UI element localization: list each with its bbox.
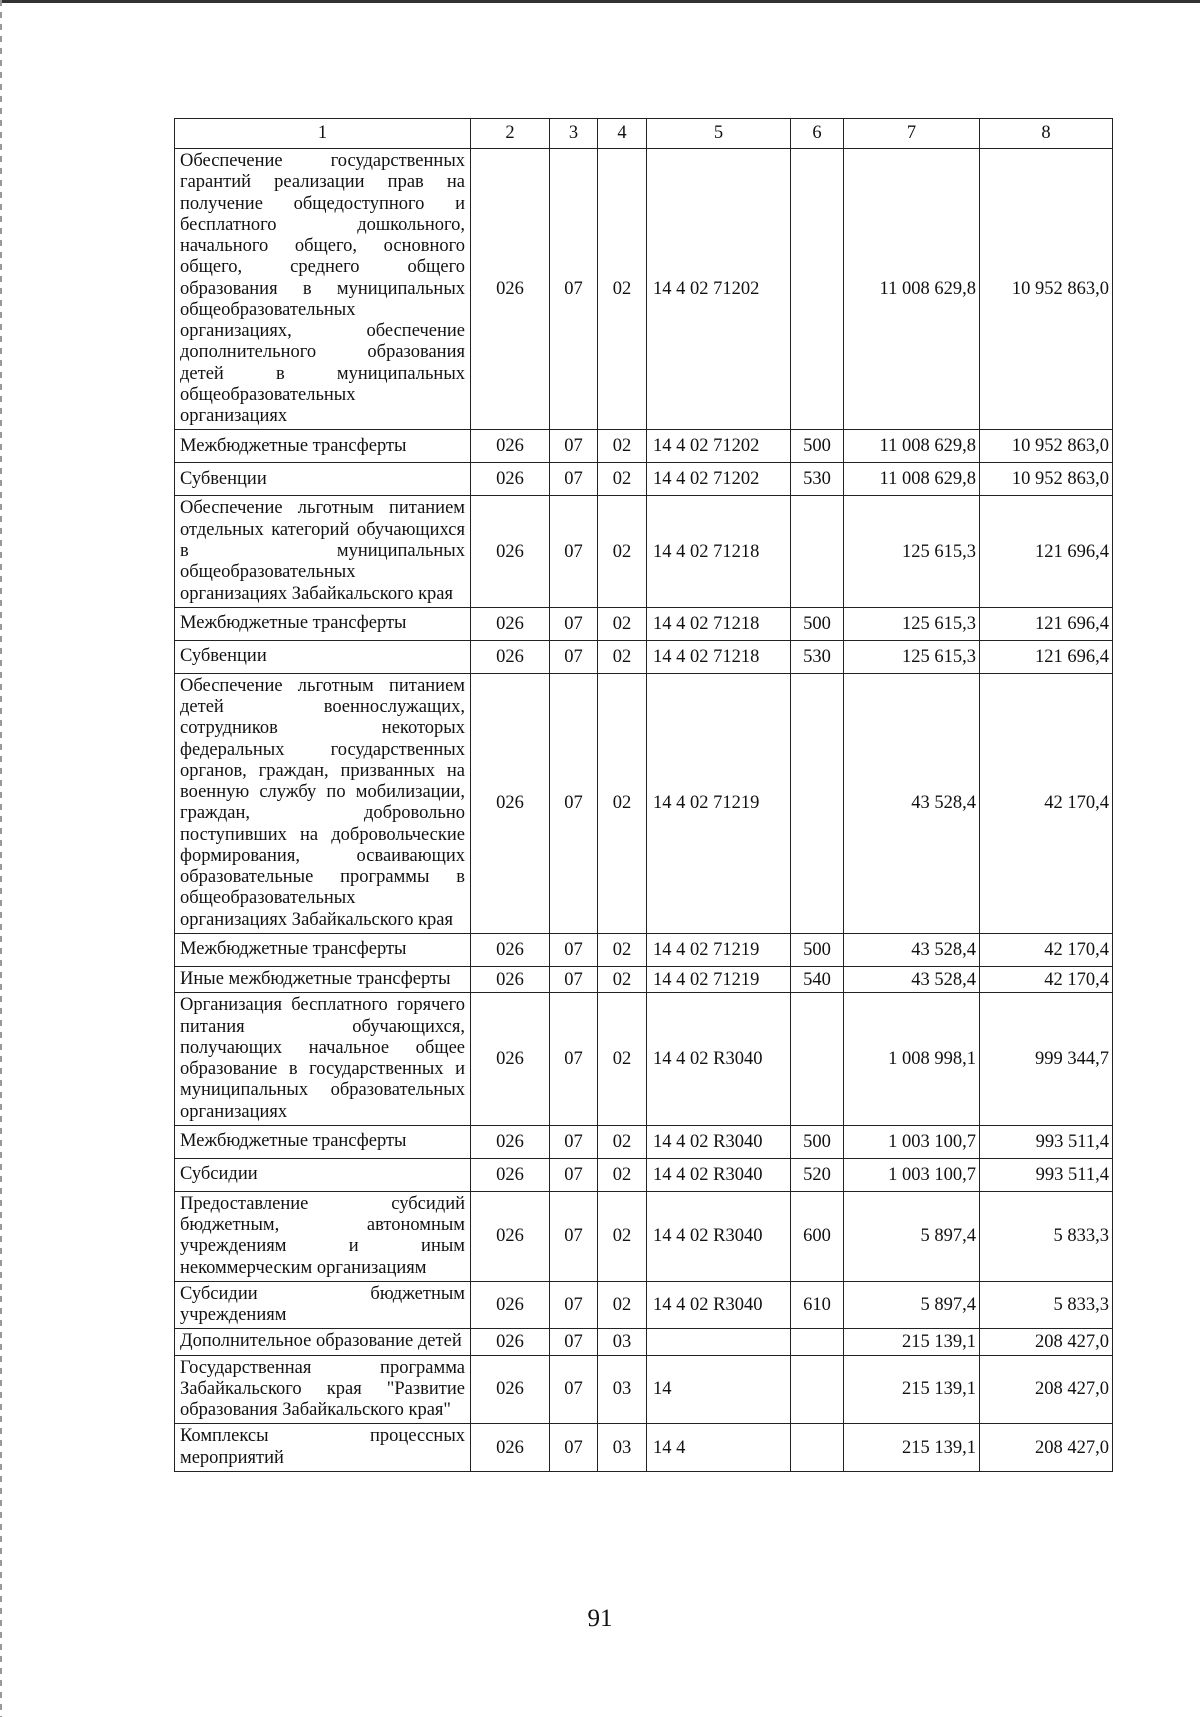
row-name: Межбюджетные трансферты	[175, 607, 471, 640]
target-article-code	[647, 1329, 791, 1355]
grbs-code: 026	[471, 1191, 550, 1281]
amount-year-2: 993 511,4	[980, 1125, 1113, 1158]
amount-year-2: 10 952 863,0	[980, 463, 1113, 496]
subsection-code: 03	[598, 1329, 647, 1355]
subsection-code: 02	[598, 640, 647, 673]
table-row	[175, 607, 1113, 640]
target-article-code: 14 4 02 71219	[647, 933, 791, 966]
section-code: 07	[550, 496, 598, 607]
amount-year-1: 43 528,4	[844, 933, 980, 966]
amount-year-1: 11 008 629,8	[844, 430, 980, 463]
row-name: Дополнительное образование детей	[175, 1329, 471, 1355]
grbs-code: 026	[471, 1158, 550, 1191]
amount-year-2: 10 952 863,0	[980, 149, 1113, 430]
target-article-code: 14 4 02 R3040	[647, 993, 791, 1126]
target-article-code: 14 4 02 71202	[647, 149, 791, 430]
expense-type-code	[791, 1355, 844, 1424]
table-header-row	[175, 119, 1113, 149]
scan-top-edge	[0, 0, 1200, 3]
amount-year-2: 42 170,4	[980, 966, 1113, 992]
target-article-code: 14 4 02 71218	[647, 640, 791, 673]
amount-year-2: 42 170,4	[980, 933, 1113, 966]
subsection-code: 03	[598, 1424, 647, 1472]
table-row	[175, 1424, 1113, 1472]
subsection-code: 03	[598, 1355, 647, 1424]
expense-type-code	[791, 993, 844, 1126]
row-name: Межбюджетные трансферты	[175, 430, 471, 463]
amount-year-1: 11 008 629,8	[844, 463, 980, 496]
subsection-code: 02	[598, 463, 647, 496]
amount-year-1: 215 139,1	[844, 1424, 980, 1472]
row-name: Комплексы процессных мероприятий	[175, 1424, 471, 1472]
header-cell: 5	[647, 119, 791, 149]
amount-year-2: 208 427,0	[980, 1329, 1113, 1355]
expense-type-code: 530	[791, 463, 844, 496]
header-cell: 8	[980, 119, 1113, 149]
grbs-code: 026	[471, 640, 550, 673]
amount-year-1: 43 528,4	[844, 673, 980, 933]
amount-year-1: 5 897,4	[844, 1281, 980, 1329]
grbs-code: 026	[471, 1281, 550, 1329]
expense-type-code: 500	[791, 1125, 844, 1158]
row-name: Государственная программа Забайкальского края "Развитие образования Забайкальского края"	[175, 1355, 471, 1424]
table-row	[175, 993, 1113, 1126]
expense-type-code	[791, 1424, 844, 1472]
subsection-code: 02	[598, 149, 647, 430]
subsection-code: 02	[598, 607, 647, 640]
subsection-code: 02	[598, 673, 647, 933]
row-name: Обеспечение льготным питанием детей военнослужащих, сотрудников некоторых федеральных государственных органов, граждан, призванных на военную службу по мобилизации, граждан, добровольно поступивших на добровольческие формирования, осваивающих образовательные программы в общеобразовательных организациях Забайкальского края	[175, 673, 471, 933]
section-code: 07	[550, 993, 598, 1126]
grbs-code: 026	[471, 149, 550, 430]
table-row	[175, 640, 1113, 673]
subsection-code: 02	[598, 1158, 647, 1191]
section-code: 07	[550, 640, 598, 673]
page-number: 91	[587, 1605, 613, 1632]
table-row	[175, 496, 1113, 607]
section-code: 07	[550, 607, 598, 640]
amount-year-1: 5 897,4	[844, 1191, 980, 1281]
grbs-code: 026	[471, 993, 550, 1126]
table-row	[175, 430, 1113, 463]
amount-year-2: 121 696,4	[980, 496, 1113, 607]
expense-type-code: 500	[791, 933, 844, 966]
grbs-code: 026	[471, 430, 550, 463]
table-row	[175, 1329, 1113, 1355]
header-cell: 3	[550, 119, 598, 149]
table-row	[175, 1158, 1113, 1191]
table-row	[175, 1355, 1113, 1424]
section-code: 07	[550, 149, 598, 430]
subsection-code: 02	[598, 430, 647, 463]
subsection-code: 02	[598, 933, 647, 966]
amount-year-2: 5 833,3	[980, 1281, 1113, 1329]
expense-type-code: 520	[791, 1158, 844, 1191]
header-cell: 6	[791, 119, 844, 149]
row-name: Субсидии бюджетным учреждениям	[175, 1281, 471, 1329]
table-row	[175, 933, 1113, 966]
section-code: 07	[550, 1191, 598, 1281]
table-row	[175, 966, 1113, 992]
expense-type-code	[791, 149, 844, 430]
row-name: Межбюджетные трансферты	[175, 1125, 471, 1158]
expense-type-code	[791, 673, 844, 933]
grbs-code: 026	[471, 607, 550, 640]
expense-type-code: 600	[791, 1191, 844, 1281]
amount-year-1: 1 008 998,1	[844, 993, 980, 1126]
section-code: 07	[550, 673, 598, 933]
target-article-code: 14 4 02 R3040	[647, 1158, 791, 1191]
row-name: Обеспечение льготным питанием отдельных категорий обучающихся в муниципальных общеобразовательных организациях Забайкальского края	[175, 496, 471, 607]
subsection-code: 02	[598, 496, 647, 607]
row-name: Иные межбюджетные трансферты	[175, 966, 471, 992]
section-code: 07	[550, 1158, 598, 1191]
row-name: Субсидии	[175, 1158, 471, 1191]
grbs-code: 026	[471, 966, 550, 992]
amount-year-1: 125 615,3	[844, 607, 980, 640]
row-name: Обеспечение государственных гарантий реализации прав на получение общедоступного и бесплатного дошкольного, начального общего, основного общего, среднего общего образования в муниципальных общеобразовательных организациях, обеспечение дополнительного образования детей в муниципальных общеобразовательных организациях	[175, 149, 471, 430]
row-name: Предоставление субсидий бюджетным, автономным учреждениям и иным некоммерческим организациям	[175, 1191, 471, 1281]
amount-year-1: 215 139,1	[844, 1329, 980, 1355]
amount-year-1: 125 615,3	[844, 640, 980, 673]
target-article-code: 14 4 02 71219	[647, 673, 791, 933]
section-code: 07	[550, 430, 598, 463]
grbs-code: 026	[471, 463, 550, 496]
scan-left-edge	[0, 0, 2, 1717]
expense-type-code	[791, 496, 844, 607]
row-name: Субвенции	[175, 640, 471, 673]
target-article-code: 14 4 02 71218	[647, 607, 791, 640]
amount-year-2: 10 952 863,0	[980, 430, 1113, 463]
section-code: 07	[550, 1329, 598, 1355]
expense-type-code: 500	[791, 607, 844, 640]
amount-year-2: 121 696,4	[980, 607, 1113, 640]
section-code: 07	[550, 933, 598, 966]
amount-year-1: 215 139,1	[844, 1355, 980, 1424]
row-name: Межбюджетные трансферты	[175, 933, 471, 966]
amount-year-2: 208 427,0	[980, 1424, 1113, 1472]
target-article-code: 14 4 02 R3040	[647, 1281, 791, 1329]
target-article-code: 14 4 02 71202	[647, 430, 791, 463]
table-row	[175, 1125, 1113, 1158]
expense-type-code: 540	[791, 966, 844, 992]
expense-type-code: 610	[791, 1281, 844, 1329]
grbs-code: 026	[471, 1424, 550, 1472]
header-cell: 4	[598, 119, 647, 149]
section-code: 07	[550, 966, 598, 992]
grbs-code: 026	[471, 933, 550, 966]
expense-type-code	[791, 1329, 844, 1355]
target-article-code: 14 4 02 71218	[647, 496, 791, 607]
row-name: Организация бесплатного горячего питания обучающихся, получающих начальное общее образование в государственных и муниципальных образовательных организациях	[175, 993, 471, 1126]
header-cell: 7	[844, 119, 980, 149]
table-row	[175, 673, 1113, 933]
section-code: 07	[550, 1281, 598, 1329]
subsection-code: 02	[598, 993, 647, 1126]
amount-year-1: 1 003 100,7	[844, 1158, 980, 1191]
section-code: 07	[550, 1355, 598, 1424]
target-article-code: 14 4	[647, 1424, 791, 1472]
budget-table	[174, 118, 1113, 1472]
amount-year-2: 999 344,7	[980, 993, 1113, 1126]
table-row	[175, 1191, 1113, 1281]
subsection-code: 02	[598, 966, 647, 992]
target-article-code: 14 4 02 71202	[647, 463, 791, 496]
amount-year-1: 11 008 629,8	[844, 149, 980, 430]
subsection-code: 02	[598, 1125, 647, 1158]
table-row	[175, 1281, 1113, 1329]
expense-type-code: 530	[791, 640, 844, 673]
grbs-code: 026	[471, 1329, 550, 1355]
amount-year-2: 121 696,4	[980, 640, 1113, 673]
target-article-code: 14 4 02 R3040	[647, 1125, 791, 1158]
grbs-code: 026	[471, 1125, 550, 1158]
grbs-code: 026	[471, 1355, 550, 1424]
amount-year-1: 125 615,3	[844, 496, 980, 607]
target-article-code: 14 4 02 71219	[647, 966, 791, 992]
amount-year-1: 43 528,4	[844, 966, 980, 992]
subsection-code: 02	[598, 1191, 647, 1281]
header-cell: 1	[175, 119, 471, 149]
amount-year-1: 1 003 100,7	[844, 1125, 980, 1158]
header-cell: 2	[471, 119, 550, 149]
grbs-code: 026	[471, 673, 550, 933]
subsection-code: 02	[598, 1281, 647, 1329]
expense-type-code: 500	[791, 430, 844, 463]
row-name: Субвенции	[175, 463, 471, 496]
target-article-code: 14	[647, 1355, 791, 1424]
section-code: 07	[550, 1125, 598, 1158]
table-row	[175, 149, 1113, 430]
amount-year-2: 208 427,0	[980, 1355, 1113, 1424]
grbs-code: 026	[471, 496, 550, 607]
section-code: 07	[550, 1424, 598, 1472]
amount-year-2: 5 833,3	[980, 1191, 1113, 1281]
table-row	[175, 463, 1113, 496]
amount-year-2: 42 170,4	[980, 673, 1113, 933]
section-code: 07	[550, 463, 598, 496]
amount-year-2: 993 511,4	[980, 1158, 1113, 1191]
target-article-code: 14 4 02 R3040	[647, 1191, 791, 1281]
